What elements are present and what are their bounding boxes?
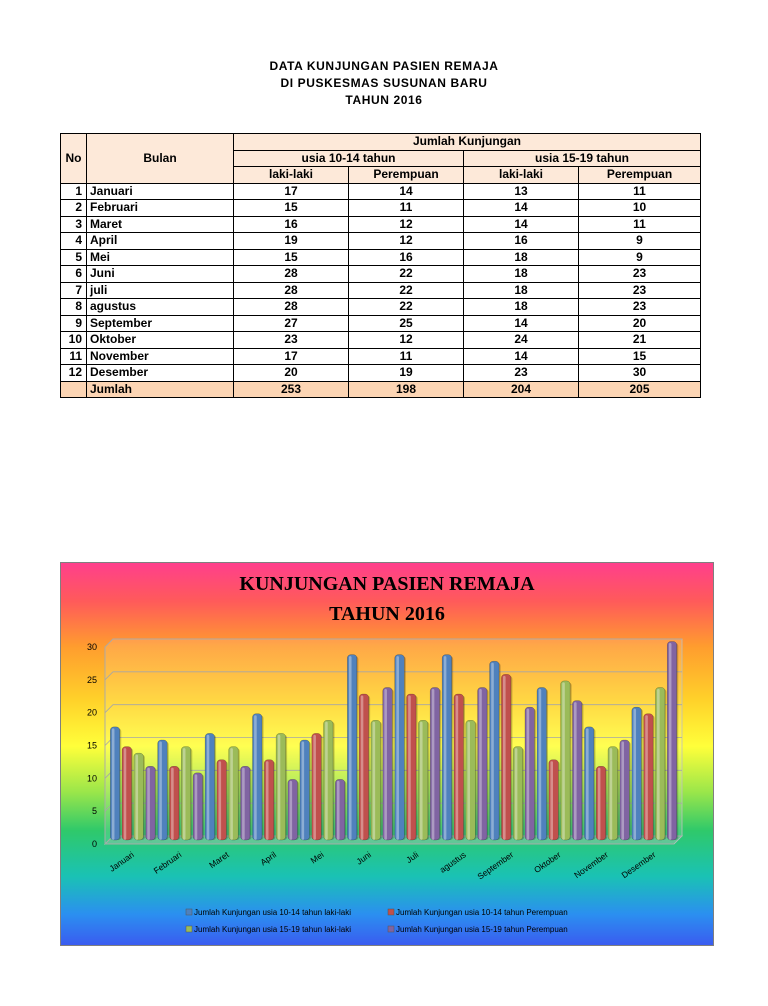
x-tick-label: Januari <box>107 849 136 874</box>
legend-label: Jumlah Kunjungan usia 10-14 tahun laki-laki <box>194 908 351 917</box>
bar <box>205 733 215 840</box>
bar <box>466 720 476 840</box>
bar <box>253 714 263 840</box>
row-value: 11 <box>349 348 464 365</box>
bar-chart <box>61 563 713 945</box>
bar-highlight <box>586 728 589 840</box>
row-value: 18 <box>464 249 579 266</box>
title-line-2: DI PUSKESMAS SUSUNAN BARU <box>280 76 488 90</box>
y-tick-label: 25 <box>86 674 97 685</box>
bar-highlight <box>266 761 269 840</box>
row-no: 5 <box>61 249 87 266</box>
bar <box>620 740 630 840</box>
table-row <box>61 282 701 299</box>
bar-highlight <box>444 656 447 840</box>
bar <box>359 694 369 840</box>
row-bulan: Januari <box>87 183 234 200</box>
row-value: 13 <box>464 183 579 200</box>
x-tick-label: Desember <box>619 849 658 881</box>
header-group-10-14: usia 10-14 tahun <box>234 150 464 167</box>
row-value: 17 <box>234 183 349 200</box>
row-no: 12 <box>61 365 87 382</box>
row-value: 16 <box>464 233 579 250</box>
bar-highlight <box>467 722 470 840</box>
bar <box>549 760 559 840</box>
row-value: 14 <box>464 216 579 233</box>
table-row <box>61 348 701 365</box>
bar-highlight <box>598 768 601 840</box>
bar <box>335 779 345 840</box>
bar-highlight <box>633 709 636 840</box>
bar-highlight <box>242 768 245 840</box>
y-tick-label: 5 <box>91 806 97 817</box>
table-row <box>61 183 701 200</box>
row-bulan: April <box>87 233 234 250</box>
bar-highlight <box>230 748 233 840</box>
table-row <box>61 233 701 250</box>
bar <box>513 747 523 840</box>
bar <box>478 687 488 840</box>
chart-area <box>60 562 714 946</box>
row-value: 23 <box>579 299 701 316</box>
row-value: 16 <box>349 249 464 266</box>
row-value: 22 <box>349 266 464 283</box>
row-value: 19 <box>234 233 349 250</box>
row-value: 12 <box>349 233 464 250</box>
bar-highlight <box>491 663 494 840</box>
row-bulan: juli <box>87 282 234 299</box>
x-tick-label: agustus <box>437 849 468 875</box>
row-no: 11 <box>61 348 87 365</box>
bar <box>134 753 144 840</box>
bar-highlight <box>503 676 506 840</box>
title-line-3: TAHUN 2016 <box>345 93 423 107</box>
bar <box>608 747 618 840</box>
total-cell: 253 <box>234 381 349 398</box>
bar-highlight <box>669 643 672 840</box>
bar-highlight <box>515 748 518 840</box>
row-no: 7 <box>61 282 87 299</box>
x-tick-label: Februari <box>151 849 184 876</box>
legend-swatch <box>186 909 192 915</box>
row-value: 12 <box>349 216 464 233</box>
header-sub: Perempuan <box>349 167 464 184</box>
bar-highlight <box>207 735 210 840</box>
bar <box>596 766 606 840</box>
row-value: 24 <box>464 332 579 349</box>
row-no: 1 <box>61 183 87 200</box>
bar-highlight <box>408 696 411 840</box>
bar-highlight <box>218 761 221 840</box>
bar <box>561 681 571 840</box>
table-row <box>61 332 701 349</box>
row-value: 15 <box>234 200 349 217</box>
bar <box>584 727 594 840</box>
bar-highlight <box>147 768 150 840</box>
row-value: 22 <box>349 282 464 299</box>
row-value: 21 <box>579 332 701 349</box>
header-jumlah-kunjungan: Jumlah Kunjungan <box>234 134 701 151</box>
row-value: 23 <box>464 365 579 382</box>
table-row <box>61 299 701 316</box>
row-value: 23 <box>579 266 701 283</box>
row-value: 19 <box>349 365 464 382</box>
row-bulan: November <box>87 348 234 365</box>
table-row <box>61 249 701 266</box>
x-tick-label: Juli <box>404 849 421 865</box>
row-value: 14 <box>464 348 579 365</box>
bar <box>442 655 452 840</box>
row-value: 18 <box>464 299 579 316</box>
row-bulan: Desember <box>87 365 234 382</box>
bar <box>418 720 428 840</box>
bar <box>655 687 665 840</box>
chart-title-line-1: KUNJUNGAN PASIEN REMAJA <box>239 573 535 595</box>
chart-title-line-2: TAHUN 2016 <box>329 603 445 625</box>
bar <box>229 747 239 840</box>
row-value: 10 <box>579 200 701 217</box>
bar-highlight <box>621 742 624 841</box>
bar <box>371 720 381 840</box>
row-bulan: Mei <box>87 249 234 266</box>
row-no: 8 <box>61 299 87 316</box>
header-sub: Perempuan <box>579 167 701 184</box>
bar-highlight <box>183 748 186 840</box>
row-value: 20 <box>579 315 701 332</box>
row-bulan: Oktober <box>87 332 234 349</box>
header-group-15-19: usia 15-19 tahun <box>464 150 701 167</box>
bar-highlight <box>171 768 174 840</box>
header-bulan: Bulan <box>87 134 234 184</box>
bar-highlight <box>195 774 198 840</box>
total-label: Jumlah <box>87 381 234 398</box>
bar <box>407 694 417 840</box>
header-sub: laki-laki <box>464 167 579 184</box>
x-tick-label: April <box>258 849 279 868</box>
bar-highlight <box>384 689 387 840</box>
row-no: 4 <box>61 233 87 250</box>
y-tick-label: 20 <box>86 707 97 718</box>
bar <box>430 687 440 840</box>
bar-highlight <box>112 728 115 840</box>
x-tick-label: Juni <box>354 849 373 867</box>
row-value: 11 <box>349 200 464 217</box>
row-bulan: agustus <box>87 299 234 316</box>
total-no <box>61 381 87 398</box>
bar-highlight <box>456 696 459 840</box>
bar-highlight <box>361 696 364 840</box>
bar <box>264 760 274 840</box>
bar <box>525 707 535 840</box>
bar-highlight <box>396 656 399 840</box>
row-bulan: Maret <box>87 216 234 233</box>
total-cell: 198 <box>349 381 464 398</box>
y-tick-label: 30 <box>86 642 97 652</box>
bar <box>383 687 393 840</box>
row-value: 16 <box>234 216 349 233</box>
bar-highlight <box>610 748 613 840</box>
table-row <box>61 216 701 233</box>
row-value: 11 <box>579 183 701 200</box>
bar <box>240 766 250 840</box>
row-value: 23 <box>579 282 701 299</box>
bar-highlight <box>432 689 435 840</box>
table-row <box>61 315 701 332</box>
header-sub: laki-laki <box>234 167 349 184</box>
bar <box>122 747 132 840</box>
row-no: 3 <box>61 216 87 233</box>
bar-highlight <box>657 689 660 840</box>
x-tick-label: November <box>572 849 611 881</box>
bar <box>501 674 511 840</box>
bar-highlight <box>302 742 305 841</box>
legend-swatch <box>388 926 394 932</box>
row-value: 30 <box>579 365 701 382</box>
row-no: 10 <box>61 332 87 349</box>
bar <box>110 727 120 840</box>
row-value: 23 <box>234 332 349 349</box>
row-value: 15 <box>579 348 701 365</box>
bar <box>158 740 168 840</box>
row-value: 27 <box>234 315 349 332</box>
y-tick-label: 15 <box>86 740 97 751</box>
x-tick-label: September <box>475 849 516 882</box>
row-value: 14 <box>464 315 579 332</box>
bar <box>395 655 405 840</box>
y-tick-label: 0 <box>91 839 97 849</box>
bar <box>454 694 464 840</box>
bar-highlight <box>550 761 553 840</box>
legend-label: Jumlah Kunjungan usia 15-19 tahun Perempuan <box>396 925 568 934</box>
table-row <box>61 200 701 217</box>
row-bulan: September <box>87 315 234 332</box>
row-value: 9 <box>579 249 701 266</box>
bar-highlight <box>124 748 127 840</box>
bar <box>276 733 286 840</box>
bar <box>181 747 191 840</box>
row-value: 12 <box>349 332 464 349</box>
title-line-1: DATA KUNJUNGAN PASIEN REMAJA <box>269 59 499 73</box>
visit-table <box>60 133 701 398</box>
row-value: 22 <box>349 299 464 316</box>
header-no: No <box>61 134 87 184</box>
bar-highlight <box>527 709 530 840</box>
table-row <box>61 365 701 382</box>
bar-highlight <box>278 735 281 840</box>
row-value: 17 <box>234 348 349 365</box>
bar-highlight <box>420 722 423 840</box>
bar <box>324 720 334 840</box>
row-bulan: Februari <box>87 200 234 217</box>
legend-label: Jumlah Kunjungan usia 15-19 tahun laki-laki <box>194 925 351 934</box>
bar-highlight <box>337 781 340 840</box>
bar <box>193 773 203 840</box>
row-value: 25 <box>349 315 464 332</box>
row-value: 15 <box>234 249 349 266</box>
bar <box>632 707 642 840</box>
bar-highlight <box>574 702 577 840</box>
legend-swatch <box>186 926 192 932</box>
row-value: 18 <box>464 282 579 299</box>
row-no: 2 <box>61 200 87 217</box>
x-tick-label: Mei <box>308 849 326 866</box>
row-value: 14 <box>349 183 464 200</box>
bar-highlight <box>349 656 352 840</box>
row-value: 28 <box>234 282 349 299</box>
bar <box>667 642 677 841</box>
bar <box>169 766 179 840</box>
bar <box>644 714 654 840</box>
total-cell: 204 <box>464 381 579 398</box>
bar-highlight <box>479 689 482 840</box>
bar-highlight <box>373 722 376 840</box>
bar <box>146 766 156 840</box>
bar-highlight <box>135 755 138 840</box>
row-value: 11 <box>579 216 701 233</box>
legend-label: Jumlah Kunjungan usia 10-14 tahun Perempuan <box>396 908 568 917</box>
row-value: 28 <box>234 266 349 283</box>
x-tick-label: Oktober <box>532 849 563 875</box>
bar-highlight <box>325 722 328 840</box>
bar <box>490 661 500 840</box>
bar <box>288 779 298 840</box>
bar <box>312 733 322 840</box>
total-cell: 205 <box>579 381 701 398</box>
x-tick-label: Maret <box>207 849 231 871</box>
bar <box>347 655 357 840</box>
bar <box>217 760 227 840</box>
y-tick-label: 10 <box>86 773 97 784</box>
bar-highlight <box>562 682 565 840</box>
bar <box>572 701 582 840</box>
row-no: 9 <box>61 315 87 332</box>
row-value: 18 <box>464 266 579 283</box>
row-bulan: Juni <box>87 266 234 283</box>
table-row <box>61 266 701 283</box>
document-title <box>0 58 768 109</box>
row-value: 14 <box>464 200 579 217</box>
bar <box>300 740 310 840</box>
bar-highlight <box>313 735 316 840</box>
bar-highlight <box>159 742 162 841</box>
row-no: 6 <box>61 266 87 283</box>
bar <box>537 687 547 840</box>
legend-swatch <box>388 909 394 915</box>
bar-highlight <box>254 715 257 840</box>
bar-highlight <box>290 781 293 840</box>
row-value: 28 <box>234 299 349 316</box>
row-value: 9 <box>579 233 701 250</box>
row-value: 20 <box>234 365 349 382</box>
bar-highlight <box>645 715 648 840</box>
bar-highlight <box>539 689 542 840</box>
